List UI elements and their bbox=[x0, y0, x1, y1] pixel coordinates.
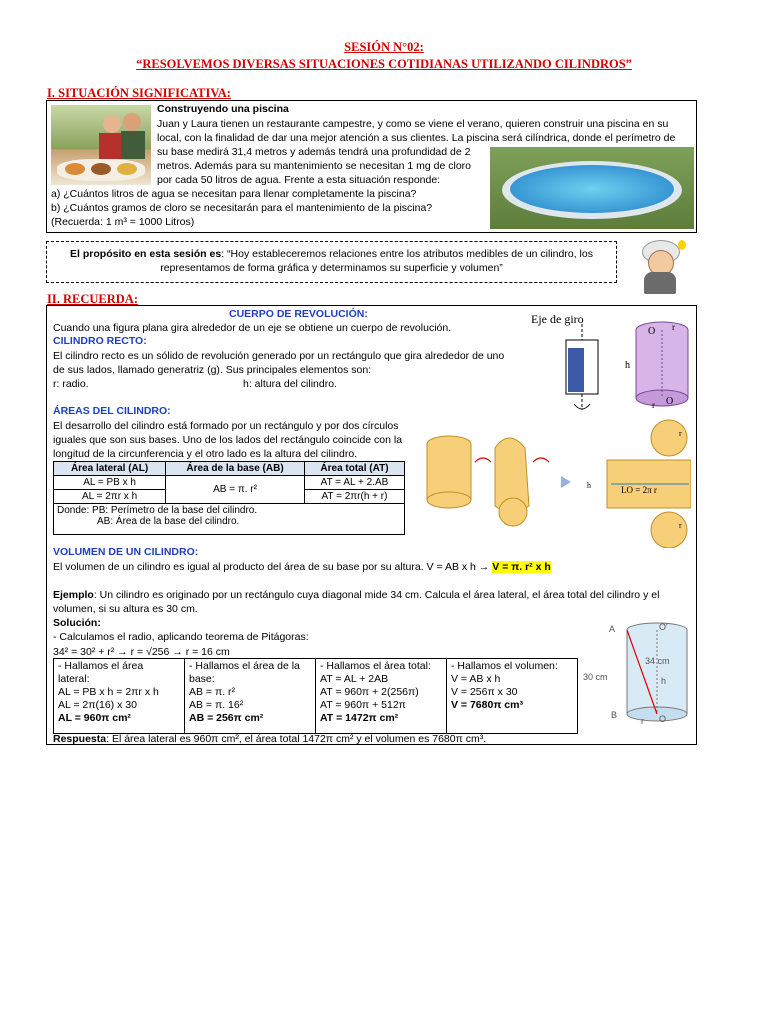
situation-line: por cada 50 litros de agua. Frente a esta situación responde: bbox=[157, 174, 441, 186]
revolution-title: CUERPO DE REVOLUCIÓN: bbox=[229, 308, 368, 320]
fig-label: r bbox=[641, 716, 644, 726]
cylinder-development-diagram bbox=[421, 418, 691, 548]
table-header: Área de la base (AB) bbox=[166, 462, 305, 476]
table-header: Área lateral (AL) bbox=[54, 462, 166, 476]
fig-label: A bbox=[609, 624, 616, 634]
step-line: AB = π. 16² bbox=[189, 699, 244, 711]
areas-line: iguales que son sus bases. Uno de los lados del rectángulo coincide con la bbox=[53, 434, 403, 446]
solution-title: Solución: bbox=[53, 617, 101, 629]
scientist-cartoon bbox=[636, 238, 688, 296]
cylinder-diagram bbox=[622, 318, 694, 414]
example-text: : Un cilindro es originado por un rectángulo cuya diagonal mide 34 cm. Calcula el área lateral, el área total del cilindro y el bbox=[93, 589, 660, 601]
step-line: AT = 960π + 512π bbox=[320, 699, 406, 711]
height-label: h: altura del cilindro. bbox=[243, 378, 337, 390]
radius-label: r: radio. bbox=[53, 378, 89, 390]
step-line: base: bbox=[189, 673, 215, 685]
volume-text bbox=[53, 560, 551, 574]
step-base bbox=[185, 659, 316, 733]
purpose-box bbox=[46, 241, 617, 283]
example-line bbox=[53, 588, 659, 602]
step-total bbox=[316, 659, 447, 733]
step-line: - Hallamos el volumen: bbox=[451, 660, 558, 672]
table-cell: AT = AL + 2.AB bbox=[304, 476, 404, 490]
restaurant-photo bbox=[51, 105, 151, 185]
cylinder-title: CILINDRO RECTO: bbox=[53, 335, 147, 347]
answer-text: : El área lateral es 960π cm², el área total 1472π cm² y el volumen es 7680π cm³. bbox=[106, 733, 487, 745]
question-b: b) ¿Cuántos gramos de cloro se necesitarán para el mantenimiento de la piscina? bbox=[51, 202, 433, 214]
step-line: lateral: bbox=[58, 673, 90, 685]
example-label: Ejemplo bbox=[53, 589, 94, 601]
example-line-2: volumen, si su altura es 30 cm. bbox=[53, 603, 198, 615]
step-line: - Hallamos el área total: bbox=[320, 660, 431, 672]
svg-text:h: h bbox=[587, 481, 591, 490]
cylinder-line: El cilindro recto es un sólido de revolución generado por un rectángulo que gira alrededor de uno bbox=[53, 350, 505, 362]
step-lateral bbox=[54, 659, 185, 733]
step-volume bbox=[447, 659, 577, 733]
svg-text:r: r bbox=[679, 521, 682, 530]
step-line: - Hallamos el área bbox=[58, 660, 144, 672]
axis-label: Eje de giro bbox=[531, 312, 584, 326]
step-line: AB = π. r² bbox=[189, 686, 236, 698]
situation-line: metros. Además para su mantenimiento se necesitan 1 mg de cloro bbox=[157, 160, 471, 172]
donde-line-2: AB: Área de la base del cilindro. bbox=[97, 516, 240, 527]
situation-line: su base medirá 31,4 metros y además tendrá una profundidad de 2 bbox=[157, 146, 471, 158]
section1-heading: I. SITUACIÓN SIGNIFICATIVA: bbox=[47, 86, 231, 100]
reminder-note: (Recuerda: 1 m³ = 1000 Litros) bbox=[51, 216, 195, 228]
step-line: AT = AL + 2AB bbox=[320, 673, 389, 685]
purpose-text: : “Hoy estableceremos relaciones entre los atributos medibles de un cilindro, los bbox=[221, 248, 593, 260]
step-result: AL = 960π cm² bbox=[58, 712, 131, 724]
svg-text:h: h bbox=[625, 360, 630, 371]
areas-table bbox=[53, 461, 405, 535]
fig-label: 34 cm bbox=[645, 656, 670, 666]
answer-line bbox=[53, 732, 486, 746]
session-number: SESIÓN N°02: bbox=[344, 40, 424, 54]
step-line: - Hallamos el área de la bbox=[189, 660, 300, 672]
svg-text:r: r bbox=[679, 429, 682, 438]
question-a: a) ¿Cuántos litros de agua se necesitan para llenar completamente la piscina? bbox=[51, 188, 417, 200]
volume-description: El volumen de un cilindro es igual al producto del área de su base por su altura. V = AB x h → bbox=[53, 561, 490, 573]
svg-text:O: O bbox=[666, 396, 674, 407]
step-result: AT = 1472π cm² bbox=[320, 712, 399, 724]
circumference-label: LO = 2π r bbox=[621, 485, 657, 495]
fig-label: O bbox=[659, 714, 667, 724]
situation-box bbox=[46, 100, 697, 233]
session-title: “RESOLVEMOS DIVERSAS SITUACIONES COTIDIANAS UTILIZANDO CILINDROS” bbox=[136, 57, 632, 71]
revolution-diagram bbox=[552, 324, 612, 414]
table-cell: AL = PB x h bbox=[54, 476, 166, 490]
situation-line: Juan y Laura tienen un restaurante campestre, y como se viene el verano, quieren construir una piscina en su bbox=[157, 118, 669, 130]
step-line: AT = 960π + 2(256π) bbox=[320, 686, 419, 698]
step-line: V = AB x h bbox=[451, 673, 501, 685]
volume-formula: V = π. r² x h bbox=[492, 561, 551, 573]
donde-line-1: Donde: PB: Perímetro de la base del cilindro. bbox=[57, 505, 258, 516]
solution-line: 34² = 30² + r² → r = √256 → r = 16 cm bbox=[53, 646, 230, 658]
areas-line: El desarrollo del cilindro está formado por un rectángulo y por dos círculos bbox=[53, 420, 399, 432]
steps-grid bbox=[53, 658, 578, 734]
situation-subtitle: Construyendo una piscina bbox=[157, 103, 289, 115]
fig-label: B bbox=[611, 710, 618, 720]
cylinder-line: de sus lados, llamado generatriz (g). Sus principales elementos son: bbox=[53, 364, 372, 376]
purpose-text-2: representamos de forma gráfica y determinamos su superficie y volumen” bbox=[160, 262, 503, 274]
areas-title: ÁREAS DEL CILINDRO: bbox=[53, 405, 171, 417]
purpose-label: El propósito en esta sesión es bbox=[70, 248, 222, 260]
situation-line: local, con la finalidad de dar una mejor atención a sus clientes. La piscina será cilíndrica, donde el perímetro de bbox=[157, 132, 676, 144]
svg-text:r: r bbox=[672, 322, 675, 332]
example-cylinder-diagram bbox=[581, 618, 695, 726]
recuerda-box bbox=[46, 305, 697, 745]
table-cell: AL = 2πr x h bbox=[54, 490, 166, 504]
revolution-text: Cuando una figura plana gira alrededor de un eje se obtiene un cuerpo de revolución. bbox=[53, 322, 452, 334]
areas-line: longitud de la circunferencia y el otro lado es la altura del cilindro. bbox=[53, 448, 358, 460]
svg-text:O: O bbox=[648, 326, 656, 337]
table-cell: AT = 2πr(h + r) bbox=[304, 490, 404, 504]
pool-photo bbox=[490, 147, 694, 229]
step-line: AL = 2π(16) x 30 bbox=[58, 699, 137, 711]
fig-label: 30 cm bbox=[583, 672, 608, 682]
answer-label: Respuesta bbox=[53, 733, 107, 745]
fig-label: h bbox=[661, 676, 667, 686]
step-line: AL = PB x h = 2πr x h bbox=[58, 686, 159, 698]
section2-heading: II. RECUERDA: bbox=[47, 292, 138, 306]
step-result: V = 7680π cm³ bbox=[451, 699, 523, 711]
table-header: Área total (AT) bbox=[304, 462, 404, 476]
solution-line: - Calculamos el radio, aplicando teorema de Pitágoras: bbox=[53, 631, 309, 643]
step-line: V = 256π x 30 bbox=[451, 686, 518, 698]
svg-text:r: r bbox=[652, 400, 655, 410]
table-cell: AB = π. r² bbox=[166, 476, 305, 504]
volume-title: VOLUMEN DE UN CILINDRO: bbox=[53, 546, 199, 558]
step-result: AB = 256π cm² bbox=[189, 712, 264, 724]
fig-label: O' bbox=[659, 622, 668, 632]
